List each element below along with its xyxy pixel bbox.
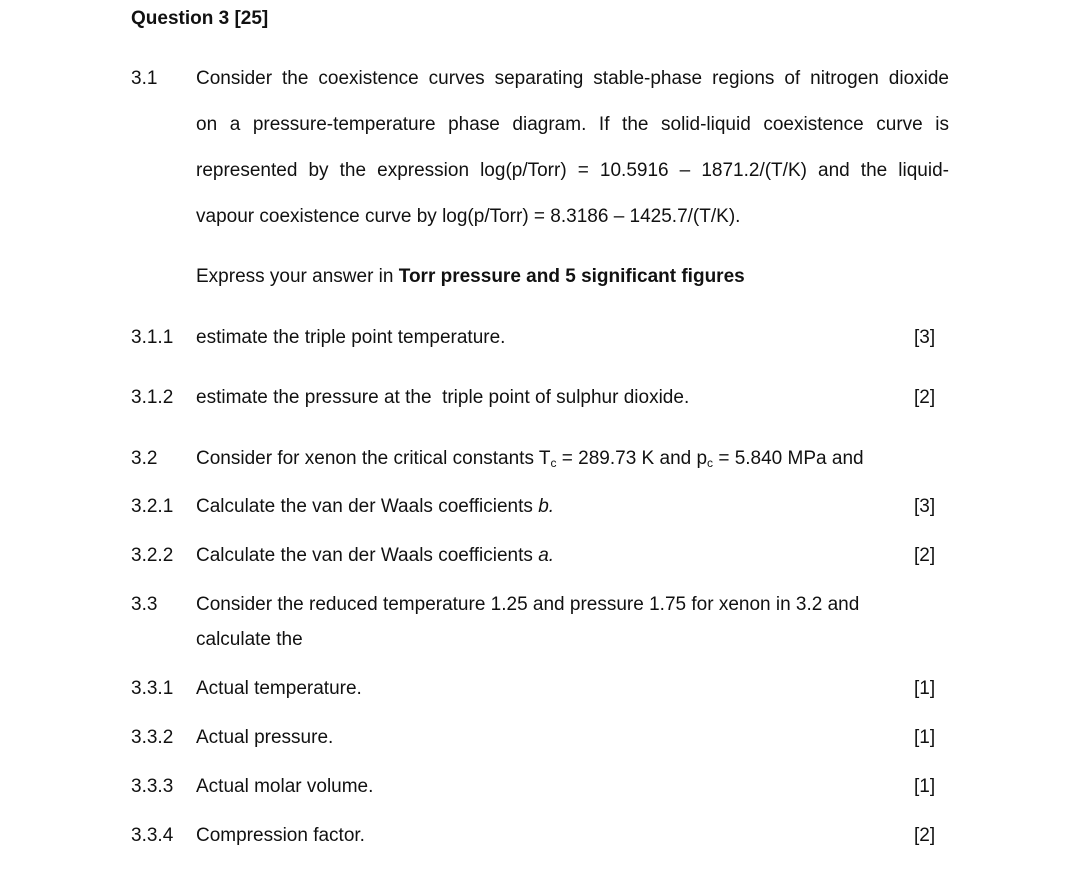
q3-2-2-label: Calculate the van der Waals coefficients bbox=[196, 545, 539, 566]
q3-3-3-marks: [1] bbox=[914, 776, 936, 797]
instruction-prefix: Express your answer in bbox=[196, 266, 399, 287]
q3-3-number: 3.3 bbox=[131, 594, 158, 615]
q3-3-3-number: 3.3.3 bbox=[131, 776, 174, 797]
subscript-c-t: c bbox=[550, 456, 557, 470]
q3-3-4-number: 3.3.4 bbox=[131, 825, 174, 846]
q3-3-1-text: Actual temperature. bbox=[196, 678, 362, 699]
q3-1-number: 3.1 bbox=[131, 68, 158, 89]
subscript-c-p: c bbox=[707, 456, 714, 470]
q3-1-line-4: vapour coexistence curve by log(p/Torr) = 8.3186 – 1425.7/(T/K). bbox=[196, 206, 741, 227]
q3-2-text bbox=[196, 448, 864, 474]
q3-1-line-1: Consider the coexistence curves separating stable-phase regions of nitrogen dioxide bbox=[196, 68, 949, 89]
q3-1-line-3: represented by the expression log(p/Torr) = 10.5916 – 1871.2/(T/K) and the liquid- bbox=[196, 160, 949, 181]
q3-2-1-number: 3.2.1 bbox=[131, 496, 174, 517]
q3-3-4-marks: [2] bbox=[914, 825, 936, 846]
q3-3-3-text: Actual molar volume. bbox=[196, 776, 374, 797]
q3-1-2-number: 3.1.2 bbox=[131, 387, 174, 408]
instruction-bold: Torr pressure and 5 significant figures bbox=[398, 266, 745, 287]
question-title: Question 3 [25] bbox=[131, 8, 269, 29]
q3-1-1-marks: [3] bbox=[914, 327, 936, 348]
q3-2-text-b: = 289.73 K and p bbox=[556, 448, 708, 469]
q3-1-1-number: 3.1.1 bbox=[131, 327, 174, 348]
q3-3-2-text: Actual pressure. bbox=[196, 727, 334, 748]
q3-1-1-text: estimate the triple point temperature. bbox=[196, 327, 506, 348]
q3-2-2-text bbox=[196, 545, 554, 567]
q3-2-2-var: a. bbox=[538, 545, 555, 566]
q3-2-1-text bbox=[196, 496, 554, 518]
q3-2-1-marks: [3] bbox=[914, 496, 936, 517]
q3-3-4-text: Compression factor. bbox=[196, 825, 365, 846]
q3-2-number: 3.2 bbox=[131, 448, 158, 469]
q3-2-2-number: 3.2.2 bbox=[131, 545, 174, 566]
q3-2-text-c: = 5.840 MPa and bbox=[713, 448, 864, 469]
q3-1-2-text: estimate the pressure at the triple point of sulphur dioxide. bbox=[196, 387, 690, 408]
q3-3-1-number: 3.3.1 bbox=[131, 678, 174, 699]
q3-3-2-marks: [1] bbox=[914, 727, 936, 748]
q3-1-line-2: on a pressure-temperature phase diagram. If the solid-liquid coexistence curve is bbox=[196, 114, 949, 135]
q3-2-2-marks: [2] bbox=[914, 545, 936, 566]
q3-3-2-number: 3.3.2 bbox=[131, 727, 174, 748]
q3-3-1-marks: [1] bbox=[914, 678, 936, 699]
q3-1-instruction bbox=[196, 266, 745, 288]
q3-3-line-1: Consider the reduced temperature 1.25 and pressure 1.75 for xenon in 3.2 and bbox=[196, 594, 860, 615]
q3-2-text-a: Consider for xenon the critical constants T bbox=[196, 448, 551, 469]
q3-1-2-marks: [2] bbox=[914, 387, 936, 408]
q3-2-1-var: b. bbox=[538, 496, 555, 517]
q3-2-1-label: Calculate the van der Waals coefficients bbox=[196, 496, 539, 517]
q3-3-line-2: calculate the bbox=[196, 629, 303, 650]
